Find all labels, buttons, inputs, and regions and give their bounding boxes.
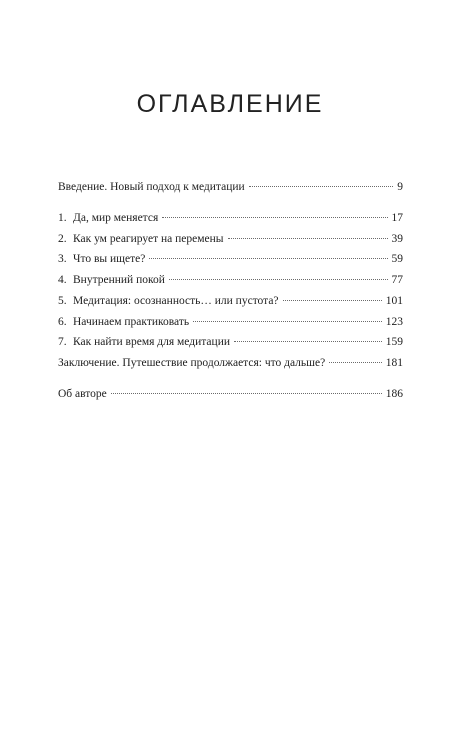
toc-entry-chapter-2[interactable] bbox=[58, 231, 403, 247]
toc-entry-label: Медитация: осознанность… или пустота? bbox=[73, 295, 279, 307]
page-title: ОГЛАВЛЕНИЕ bbox=[136, 90, 324, 118]
toc-entry-chapter-7[interactable] bbox=[58, 334, 403, 350]
toc-entry-intro[interactable] bbox=[58, 179, 403, 195]
toc-page-number: 123 bbox=[385, 316, 403, 328]
toc-page-number: 159 bbox=[385, 336, 403, 348]
toc-entry-conclusion[interactable] bbox=[58, 355, 403, 371]
toc-entry-label: Как найти время для медитации bbox=[73, 336, 231, 348]
dot-leader bbox=[249, 186, 394, 187]
toc-entry-chapter-6[interactable] bbox=[58, 314, 403, 330]
toc-page-number: 59 bbox=[391, 253, 403, 265]
toc-entry-chapter-4[interactable] bbox=[58, 272, 403, 288]
dot-leader bbox=[111, 393, 382, 394]
toc-entry-chapter-1[interactable] bbox=[58, 210, 403, 226]
chapter-number: 4. bbox=[58, 274, 67, 286]
dot-leader bbox=[283, 300, 382, 301]
dot-leader bbox=[234, 341, 382, 342]
toc-page-number: 9 bbox=[397, 181, 403, 193]
chapter-number: 6. bbox=[58, 316, 67, 328]
toc-page-number: 181 bbox=[385, 357, 403, 369]
toc-entry-label: Заключение. Путешествие продолжается: что дальше? bbox=[58, 357, 326, 369]
chapter-number: 5. bbox=[58, 295, 67, 307]
chapter-number: 3. bbox=[58, 253, 67, 265]
dot-leader bbox=[169, 279, 388, 280]
toc-entry-chapter-3[interactable] bbox=[58, 251, 403, 267]
toc-entry-label: Внутренний покой bbox=[73, 274, 165, 286]
dot-leader bbox=[193, 321, 382, 322]
toc-page-number: 101 bbox=[385, 295, 403, 307]
chapter-number: 1. bbox=[58, 212, 67, 224]
dot-leader bbox=[149, 258, 387, 259]
chapter-number: 2. bbox=[58, 233, 67, 245]
toc-entry-about[interactable] bbox=[58, 386, 403, 402]
dot-leader bbox=[329, 362, 382, 363]
toc-entry-label: Что вы ищете? bbox=[73, 253, 146, 265]
toc-page-number: 186 bbox=[385, 388, 403, 400]
dot-leader bbox=[162, 217, 387, 218]
toc-entry-label: Как ум реагирует на перемены bbox=[73, 233, 224, 245]
toc-entry-label: Начинаем практиковать bbox=[73, 316, 190, 328]
chapter-number: 7. bbox=[58, 336, 67, 348]
toc-entry-label: Введение. Новый подход к медитации bbox=[58, 181, 245, 193]
toc-entry-chapter-5[interactable] bbox=[58, 293, 403, 309]
toc-entry-label: Да, мир меняется bbox=[73, 212, 159, 224]
toc-page-number: 77 bbox=[391, 274, 403, 286]
toc-entry-label: Об авторе bbox=[58, 388, 107, 400]
dot-leader bbox=[228, 238, 388, 239]
toc-page-number: 39 bbox=[391, 233, 403, 245]
toc-page-number: 17 bbox=[391, 212, 403, 224]
